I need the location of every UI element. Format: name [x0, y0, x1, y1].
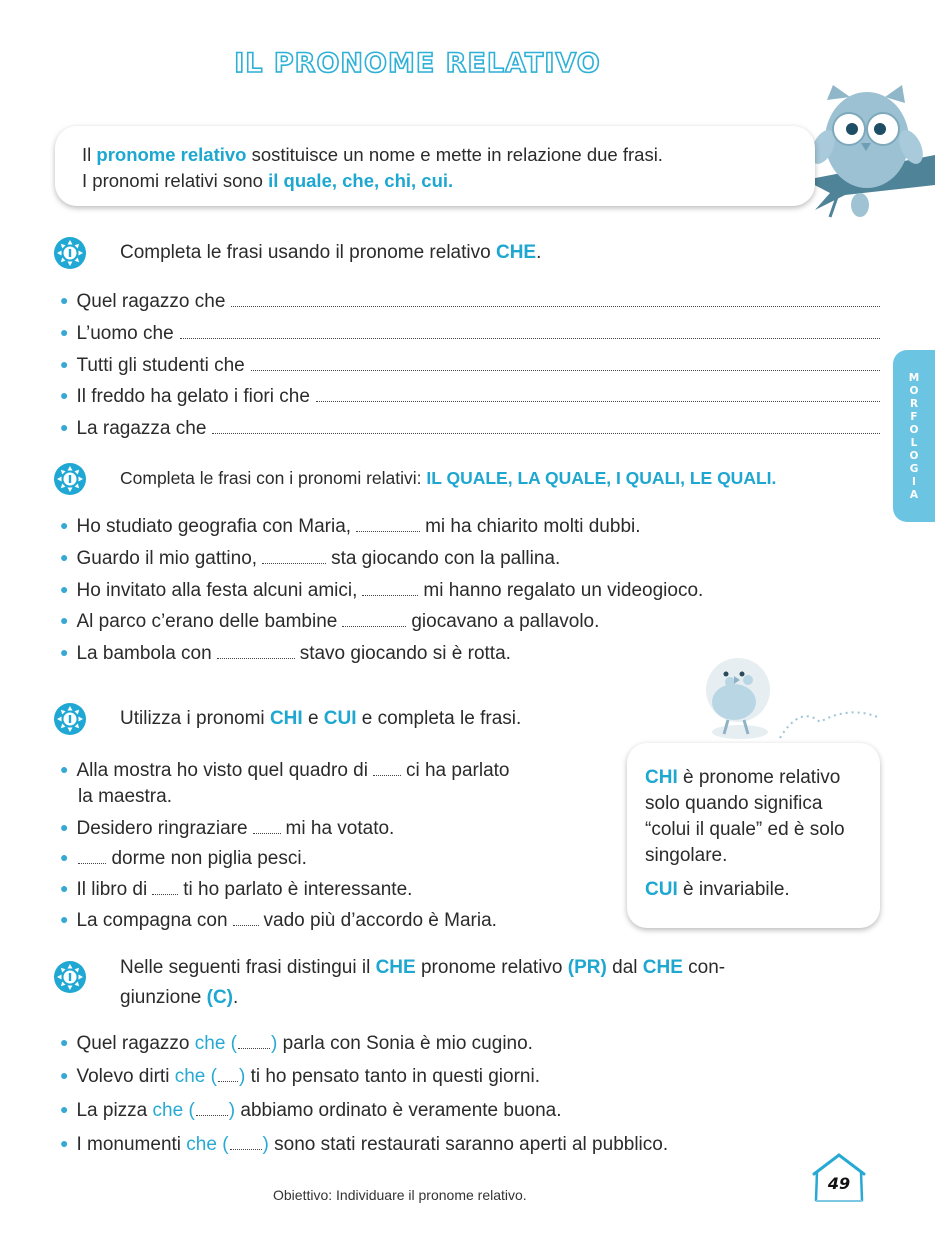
item-text: Desidero ringraziare — [76, 818, 248, 839]
instruction-text: Nelle seguenti frasi distingui il — [120, 957, 376, 978]
list-item: ● Desidero ringraziare mi ha votato. — [60, 818, 395, 839]
note-text: singolare. — [645, 845, 728, 866]
section-tab-letter: G — [909, 463, 919, 475]
objective-footer: Obiettivo: Individuare il pronome relativo. — [273, 1187, 527, 1203]
instruction-text: e — [302, 708, 324, 729]
list-item: ● Alla mostra ho visto quel quadro di ci ha parlato — [60, 760, 510, 781]
list-item: ● I monumenti che ( ) sono stati restaurati saranno aperti al pubblico. — [60, 1134, 669, 1155]
item-text: Alla mostra ho visto quel quadro di — [76, 760, 368, 781]
item-text: giocavano a pallavolo. — [411, 611, 600, 632]
answer-blank[interactable] — [78, 862, 106, 864]
che-label: ) — [238, 1066, 246, 1087]
list-item: ● Ho invitato alla festa alcuni amici, mi hanno regalato un videogioco. — [60, 580, 704, 601]
sun-exercise-icon — [54, 703, 86, 735]
answer-line[interactable] — [251, 369, 880, 371]
bird-illustration — [690, 650, 890, 745]
item-text: Ho invitato alla festa alcuni amici, — [76, 580, 358, 601]
item-text: La compagna con — [76, 910, 228, 931]
section-tab-letter: O — [909, 424, 919, 436]
list-item: ● Il libro di ti ho parlato è interessante. — [60, 879, 413, 900]
page-number: 49 — [827, 1174, 851, 1193]
note-text: è invariabile. — [677, 879, 790, 900]
answer-blank[interactable] — [217, 657, 295, 659]
instruction-text: pronome relativo — [415, 957, 568, 978]
item-text: mi hanno regalato un videogioco. — [423, 580, 704, 601]
list-item: ● dorme non piglia pesci. — [60, 848, 307, 869]
note-highlight: CUI — [645, 879, 678, 900]
definition-text: sostituisce un nome e mette in relazione due frasi. — [246, 144, 663, 165]
answer-blank[interactable] — [230, 1148, 262, 1150]
answer-blank[interactable] — [152, 893, 178, 895]
sun-exercise-icon — [54, 961, 86, 993]
item-text: Tutti gli studenti che — [76, 355, 245, 376]
list-item: ● La bambola con stavo giocando si è rotta. — [60, 643, 511, 664]
note-text: “colui il quale” ed è solo — [645, 819, 845, 840]
answer-blank[interactable] — [253, 832, 281, 834]
item-text: mi ha votato. — [285, 818, 395, 839]
item-text: stavo giocando si è rotta. — [299, 643, 511, 664]
instruction-text: Completa le frasi con i pronomi relativi: — [120, 468, 427, 488]
che-label: ) — [262, 1134, 269, 1155]
item-text: Volevo dirti — [76, 1066, 170, 1087]
instruction-text: Completa le frasi usando il pronome relativo — [120, 242, 496, 263]
item-text: La ragazza che — [76, 418, 207, 439]
instruction-text: e completa le frasi. — [356, 708, 522, 729]
list-item-continuation — [78, 786, 172, 808]
exercise-3-instruction — [120, 708, 521, 730]
list-item: ● Al parco c’erano delle bambine giocavano a pallavolo. — [60, 611, 600, 632]
instruction-highlight: CUI — [323, 708, 357, 729]
che-label: ) — [228, 1100, 236, 1121]
page-title: IL PRONOME RELATIVO — [234, 48, 601, 79]
definition-line-2 — [82, 168, 663, 194]
item-text: mi ha chiarito molti dubbi. — [425, 516, 641, 537]
instruction-highlight: IL QUALE, LA QUALE, I QUALI, LE QUALI. — [426, 468, 777, 488]
definition-highlight: il quale, che, chi, cui. — [268, 170, 454, 191]
instruction-highlight: (PR) — [567, 957, 607, 978]
item-text: sono stati restaurati saranno aperti al pubblico. — [274, 1134, 669, 1155]
instruction-highlight: CHE — [495, 242, 537, 263]
item-text: I monumenti — [76, 1134, 182, 1155]
list-item: ● La pizza che ( ) abbiamo ordinato è veramente buona. — [60, 1100, 562, 1121]
answer-blank[interactable] — [196, 1114, 228, 1116]
sun-exercise-icon — [54, 463, 86, 495]
definition-box — [55, 126, 815, 206]
instruction-highlight: CHE — [642, 957, 683, 978]
definition-highlight: pronome relativo — [96, 144, 247, 165]
item-text: Quel ragazzo che — [76, 291, 226, 312]
sun-exercise-icon — [54, 237, 86, 269]
section-tab-letter: R — [909, 398, 919, 410]
section-tab-letter: O — [909, 450, 919, 462]
item-text: la maestra. — [78, 786, 172, 807]
answer-line[interactable] — [231, 305, 880, 307]
instruction-text: Utilizza i pronomi — [120, 708, 270, 729]
answer-blank[interactable] — [233, 924, 259, 926]
list-item: ● Quel ragazzo che ( ) parla con Sonia è mio cugino. — [60, 1033, 533, 1054]
item-text: ci ha parlato — [405, 760, 510, 781]
che-label: che ( — [152, 1100, 195, 1121]
item-text: Guardo il mio gattino, — [76, 548, 258, 569]
item-text: Il libro di — [76, 879, 148, 900]
instruction-text: giunzione — [120, 987, 207, 1008]
note-highlight: CHI — [645, 767, 678, 788]
exercise-2-instruction — [120, 468, 776, 489]
item-text: La bambola con — [76, 643, 212, 664]
instruction-text: dal — [606, 957, 643, 978]
list-item: ● La compagna con vado più d’accordo è Maria. — [60, 910, 497, 931]
list-item: ● Quel ragazzo che — [60, 291, 880, 313]
answer-blank[interactable] — [342, 625, 406, 627]
list-item: ● Guardo il mio gattino, sta giocando con la pallina. — [60, 548, 561, 569]
item-text: La pizza — [76, 1100, 148, 1121]
section-tab-letter: I — [912, 476, 916, 488]
list-item: ● La ragazza che — [60, 418, 880, 440]
che-label: che ( — [174, 1066, 217, 1087]
instruction-highlight: (C) — [206, 987, 234, 1008]
item-text: sta giocando con la pallina. — [331, 548, 561, 569]
definition-line-1 — [82, 142, 663, 168]
list-item: ● Ho studiato geografia con Maria, mi ha chiarito molti dubbi. — [60, 516, 641, 537]
answer-line[interactable] — [180, 337, 880, 339]
list-item: ● Volevo dirti che ( ) ti ho pensato tanto in questi giorni. — [60, 1066, 540, 1087]
answer-blank[interactable] — [218, 1080, 238, 1082]
instruction-text: . — [536, 242, 542, 263]
instruction-text: con- — [682, 957, 726, 978]
section-tab-letter: M — [908, 372, 920, 384]
section-tab-letter: A — [909, 489, 919, 501]
item-text: L’uomo che — [76, 323, 174, 344]
instruction-text: . — [233, 987, 239, 1008]
section-tab-letter: O — [909, 385, 919, 397]
section-tab[interactable] — [893, 350, 935, 522]
instruction-highlight: CHE — [375, 957, 416, 978]
answer-line[interactable] — [316, 400, 880, 402]
definition-text: Il — [82, 144, 97, 165]
instruction-highlight: CHI — [269, 708, 303, 729]
item-text: dorme non piglia pesci. — [111, 848, 307, 869]
answer-blank[interactable] — [362, 594, 418, 596]
note-text: è pronome relativo — [677, 767, 841, 788]
answer-blank[interactable] — [373, 774, 401, 776]
che-label: che ( — [194, 1033, 238, 1054]
item-text: vado più d’accordo è Maria. — [263, 910, 497, 931]
che-label: ) — [271, 1033, 278, 1054]
page-number-badge — [808, 1152, 870, 1204]
answer-blank[interactable] — [262, 562, 326, 564]
item-text: parla con Sonia è mio cugino. — [282, 1033, 533, 1054]
item-text: ti ho parlato è interessante. — [183, 879, 413, 900]
list-item: ● Tutti gli studenti che — [60, 355, 880, 377]
answer-blank[interactable] — [238, 1047, 270, 1049]
answer-line[interactable] — [212, 432, 880, 434]
item-text: Il freddo ha gelato i fiori che — [76, 386, 310, 407]
list-item: ● L’uomo che — [60, 323, 880, 345]
note-text: solo quando significa — [645, 793, 823, 814]
item-text: Ho studiato geografia con Maria, — [76, 516, 352, 537]
item-text: Al parco c’erano delle bambine — [76, 611, 338, 632]
exercise-1-instruction — [120, 242, 541, 264]
definition-text: I pronomi relativi sono — [82, 170, 269, 191]
exercise-4-instruction — [120, 953, 725, 1013]
answer-blank[interactable] — [356, 530, 420, 532]
section-tab-letter: F — [910, 411, 918, 423]
che-label: che ( — [186, 1134, 229, 1155]
item-text: Quel ragazzo — [76, 1033, 190, 1054]
section-tab-label — [893, 372, 935, 502]
section-tab-letter: L — [910, 437, 918, 449]
item-text: abbiamo ordinato è veramente buona. — [240, 1100, 562, 1121]
list-item: ● Il freddo ha gelato i fiori che — [60, 386, 880, 408]
item-text: ti ho pensato tanto in questi giorni. — [250, 1066, 540, 1087]
note-box — [627, 743, 880, 928]
